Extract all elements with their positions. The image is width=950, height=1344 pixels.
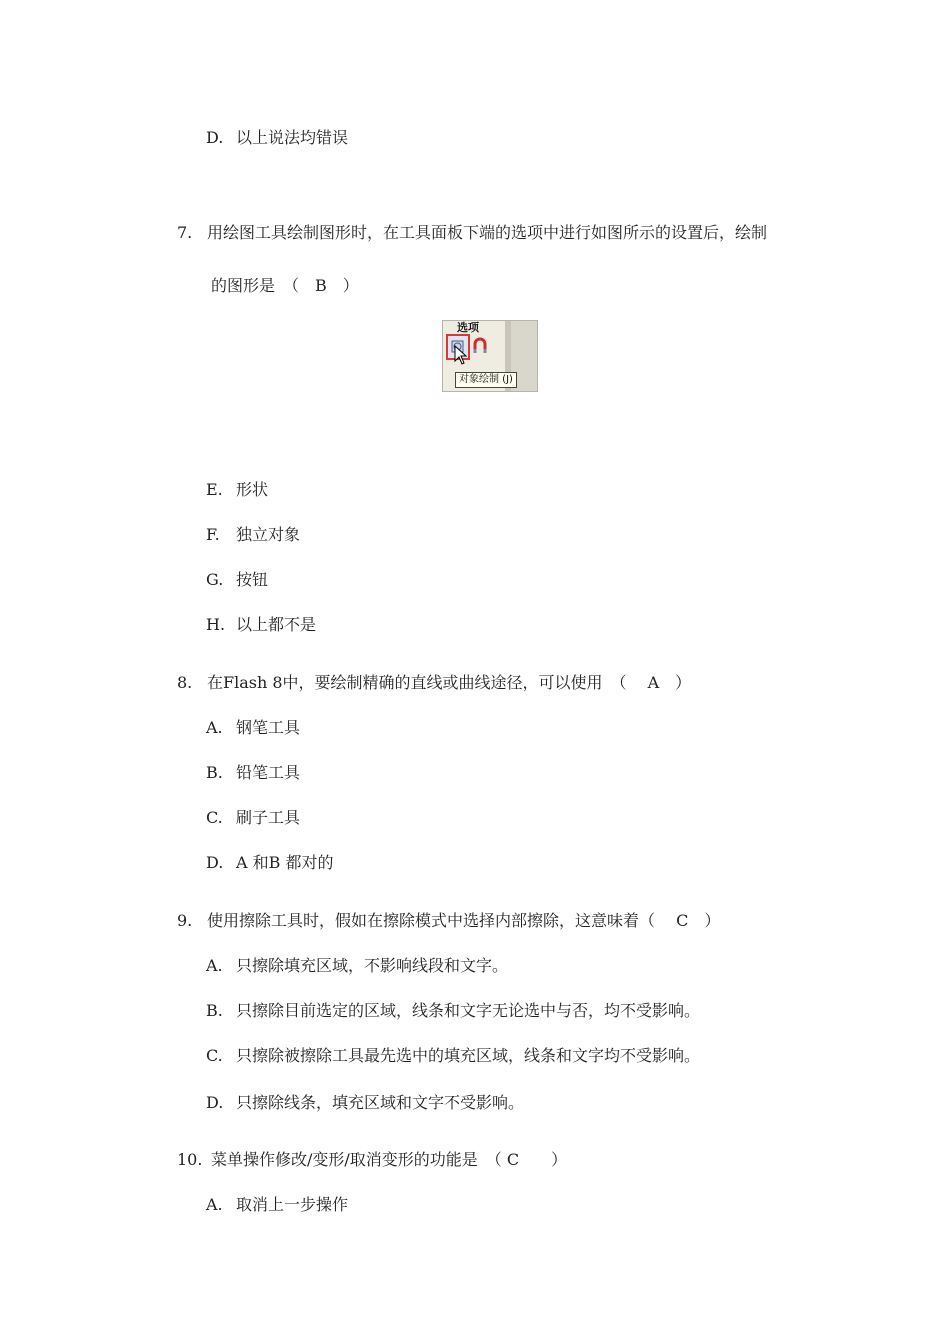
question-7-continuation xyxy=(211,276,359,296)
q8-option-c xyxy=(206,808,300,828)
tooltip-text: 对象绘制 (J) xyxy=(459,374,513,385)
question-8 xyxy=(177,673,691,693)
option-text: 以上说法均错误 xyxy=(236,128,349,147)
question-9 xyxy=(177,911,720,931)
option-label: G. xyxy=(206,570,224,589)
option-text: 只擦除线条，填充区域和文字不受影响。 xyxy=(236,1093,525,1112)
option-label: H. xyxy=(206,615,226,634)
question-number: 10. xyxy=(177,1150,203,1169)
option-label: C. xyxy=(206,808,223,827)
option-label: A. xyxy=(206,956,223,975)
q8-option-b xyxy=(206,763,300,783)
option-text: 以上都不是 xyxy=(236,615,317,634)
q7-option-g xyxy=(206,570,268,590)
option-text: 只擦除填充区域，不影响线段和文字。 xyxy=(236,956,509,975)
option-text: 铅笔工具 xyxy=(236,763,301,782)
option-text: 形状 xyxy=(236,480,269,499)
question-10 xyxy=(177,1150,567,1170)
option-label: F. xyxy=(206,525,220,544)
question-7 xyxy=(177,223,767,243)
option-text: 独立对象 xyxy=(236,525,301,544)
option-label: D. xyxy=(206,128,224,147)
question-number: 8. xyxy=(177,673,193,692)
option-text: 按钮 xyxy=(236,570,269,589)
q8-option-d xyxy=(206,853,334,873)
magnet-icon[interactable] xyxy=(472,337,488,355)
q10-option-a xyxy=(206,1195,348,1215)
option-label: E. xyxy=(206,480,223,499)
question-text: 菜单操作修改/变形/取消变形的功能是 （ C ） xyxy=(211,1150,568,1169)
q9-option-a xyxy=(206,956,508,976)
option-label: A. xyxy=(206,718,223,737)
question-text-cont: 的图形是 （ B ） xyxy=(211,276,359,295)
option-label: B. xyxy=(206,1001,223,1020)
options-header: 选项 xyxy=(457,321,479,334)
option-label: C. xyxy=(206,1046,223,1065)
option-text: 钢笔工具 xyxy=(236,718,301,737)
question-number: 7. xyxy=(177,223,193,242)
question-text: 用绘图工具绘制图形时，在工具面板下端的选项中进行如图所示的设置后，绘制 xyxy=(207,223,768,242)
option-label: D. xyxy=(206,853,224,872)
question-text: 使用擦除工具时，假如在擦除模式中选择内部擦除，这意味着（ C ） xyxy=(207,911,721,930)
q9-option-b xyxy=(206,1001,700,1021)
options-panel-figure xyxy=(442,320,538,392)
option-text: 取消上一步操作 xyxy=(236,1195,349,1214)
option-text: A 和B 都对的 xyxy=(236,853,334,872)
option-text: 只擦除被擦除工具最先选中的填充区域，线条和文字均不受影响。 xyxy=(236,1046,701,1065)
tooltip xyxy=(455,372,517,388)
q9-option-c xyxy=(206,1046,700,1066)
prev-option-d xyxy=(206,128,348,148)
q7-option-e xyxy=(206,480,268,500)
option-label: A. xyxy=(206,1195,223,1214)
question-text: 在Flash 8中，要绘制精确的直线或曲线途径，可以使用 （ A ） xyxy=(207,673,692,692)
option-label: B. xyxy=(206,763,223,782)
q9-option-d xyxy=(206,1093,524,1113)
option-label: D. xyxy=(206,1093,224,1112)
question-number: 9. xyxy=(177,911,193,930)
q7-option-h xyxy=(206,615,316,635)
cursor-arrow-icon xyxy=(454,345,468,367)
q7-option-f xyxy=(206,525,300,545)
option-text: 刷子工具 xyxy=(236,808,301,827)
option-text: 只擦除目前选定的区域，线条和文字无论选中与否，均不受影响。 xyxy=(236,1001,701,1020)
q8-option-a xyxy=(206,718,300,738)
